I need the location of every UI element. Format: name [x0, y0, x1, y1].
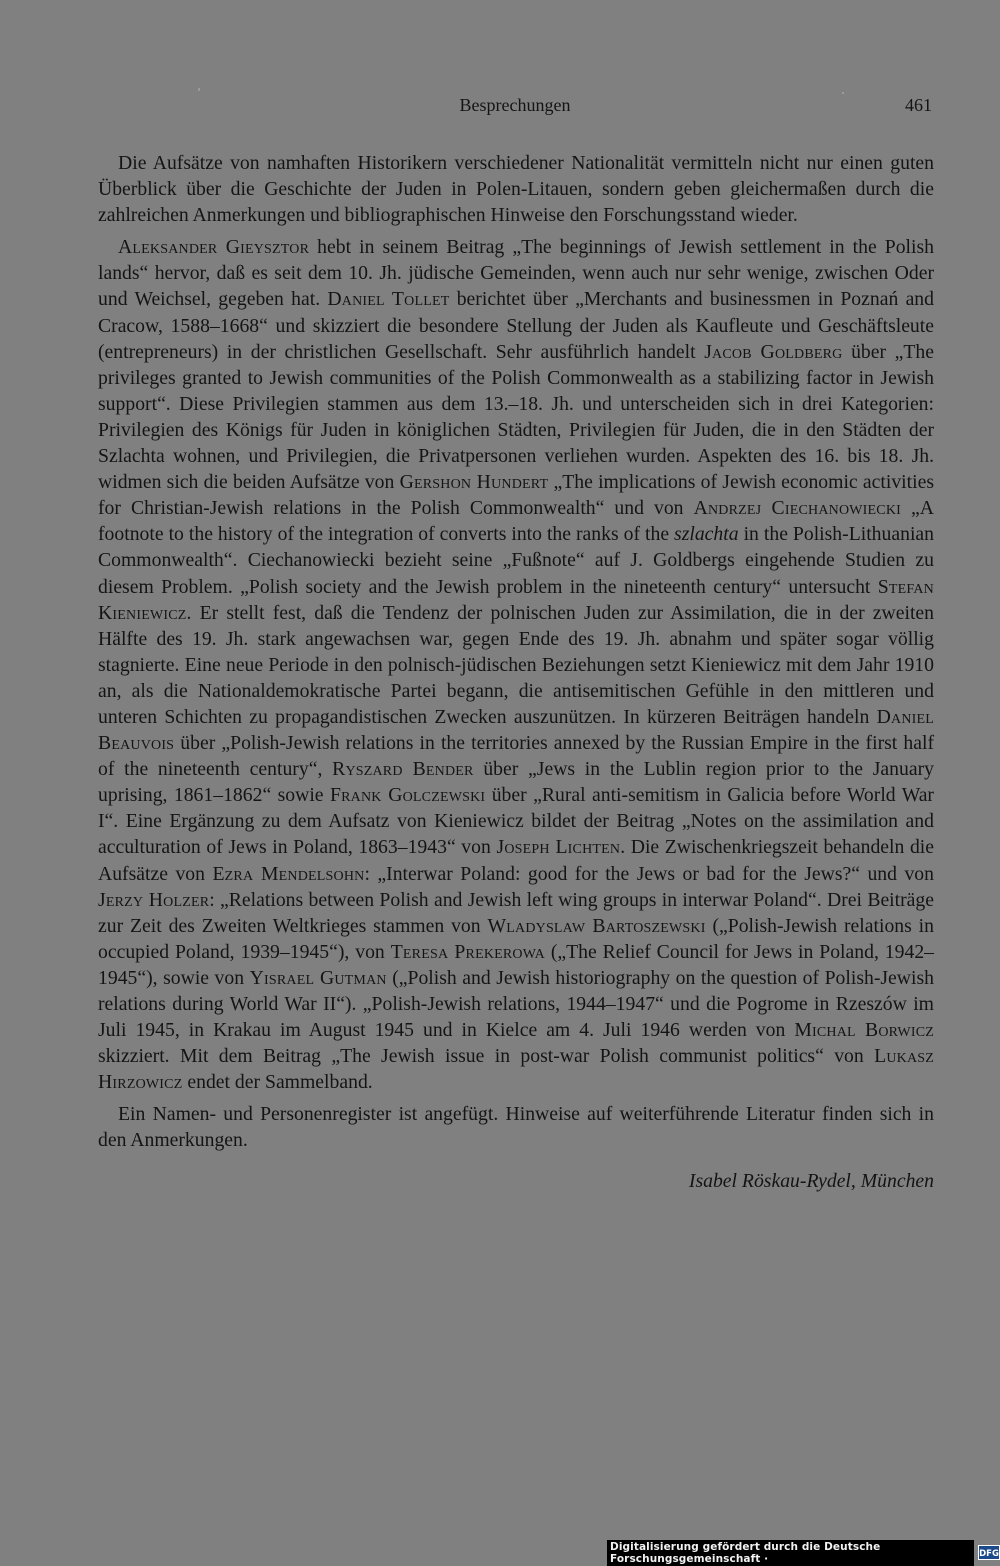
author-name: Gershon Hundert [399, 471, 549, 494]
author-name: Jerzy Holzer [98, 888, 210, 911]
author-name: Daniel Tollet [327, 288, 450, 311]
dfg-logo-text: DFG [979, 1549, 999, 1558]
funding-note: Digitalisierung gefördert durch die Deutsche Forschungsgemeinschaft · [607, 1540, 974, 1566]
reviewer-signature: Isabel Röskau-Rydel, München [688, 1169, 934, 1192]
author-name: Joseph Lichten [496, 836, 621, 859]
author-name: Michal Borwicz [794, 1019, 934, 1042]
author-name: Stefan Kieniewicz [98, 575, 934, 624]
author-name: Lukasz Hirzowicz [98, 1045, 934, 1094]
author-name: Andrzej Ciechanowiecki [693, 497, 901, 520]
paragraph-contributions: Aleksander Gieysztor hebt in seinem Beitrag „The beginnings of Jewish settlement in the Polish lands“ hervor, daß es seit dem 10. Jh. jüdische Gemeinden, wenn auch nur sehr wenige, zwischen Oder und Weichsel, gegeben hat. Daniel Tollet berichtet über „Merchants and businessmen in Poznań and Cracow, 1588–1668“ und skizziert die besondere Stellung der Juden als Kaufleute und Geschäftsleute (entrepreneurs) in der christlichen Gesellschaft. Sehr ausführlich handelt Jacob Goldberg über „The privileges granted to Jewish communities of the Polish Commonwealth as a stabilizing factor in Jewish support“. Diese Privilegien stammen aus dem 13.–18. Jh. und unterscheiden sich in drei Kategorien: Privilegien des Königs für Juden in königlichen Städten, Privilegien für Juden, die in den Städten der Szlachta wohnen, und Privilegien, die Privatpersonen verliehen wurden. Aspekten des 16. bis 18. Jh. widmen sich die beiden Aufsätze von Gershon Hundert „The implications of Jewish economic activities for Christian-Jewish relations in the Polish Commonwealth“ und von Andrzej Ciechanowiecki „A footnote to the history of the integration of converts into the ranks of the szlachta in the Polish-Lithuanian Commonwealth“. Ciechanowiecki bezieht seine „Fußnote“ auf J. Goldbergs eingehende Studien zu diesem Problem. „Polish society and the Jewish problem in the nineteenth century“ untersucht Stefan Kieniewicz. Er stellt fest, daß die Tendenz der polnischen Juden zur Assimilation, die in der zweiten Hälfte des 19. Jh. stark angewachsen war, gegen Ende des 19. Jh. abnahm und später sogar völlig stagnierte. Eine neue Periode in den polnisch-jüdischen Beziehungen setzt Kieniewicz mit dem Jahr 1910 an, als die Nationaldemokratische Partei begann, die antisemitischen Gefühle in den mittleren und unteren Schichten zu propagandistischen Zwecken auszunützen. In kürzeren Beiträgen handeln Daniel Beauvois über „Polish-Jewish relations in the territories annexed by the Russian Empire in the first half of the nineteenth century“, Ryszard Bender über „Jews in the Lublin region prior to the January uprising, 1861–1862“ sowie Frank Golczewski über „Rural anti-semitism in Galicia before World War I“. Eine Ergänzung zu dem Aufsatz von Kieniewicz bildet der Beitrag „Notes on the assimilation and acculturation of Jews in Poland, 1863–1943“ von Joseph Lichten. Die Zwischenkriegszeit behandeln die Aufsätze von Ezra Mendelsohn: „Interwar Poland: good for the Jews or bad for the Jews?“ und von Jerzy Holzer: „Relations between Polish and Jewish left wing groups in interwar Poland“. Drei Beiträge zur Zeit des Zweiten Weltkrieges stammen von Wladyslaw Bartoszewski („Polish-Jewish relations in occupied Poland, 1939–1945“), von Teresa Prekerowa („The Relief Council for Jews in Poland, 1942–1945“), sowie von Yisrael Gutman („Polish and Jewish historiography on the question of Polish-Jewish relations during World War II“). „Polish-Jewish relations, 1944–1947“ und die Pogrome in Rzeszów im Juli 1945, in Krakau im August 1945 und in Kielce am 4. Juli 1946 werden von Michal Borwicz skizziert. Mit dem Beitrag „The Jewish issue in post-war Polish communist politics“ von Lukasz Hirzowicz endet der Sammelband. [98, 236, 935, 1094]
review-body [98, 150, 934, 1194]
dfg-logo-graphic [979, 1547, 999, 1558]
author-name: Jacob Goldberg [704, 340, 843, 363]
author-name: Daniel Beauvois [98, 705, 934, 755]
running-head: Besprechungen [459, 95, 571, 115]
page-number: 461 [905, 95, 932, 115]
author-name: Teresa Prekerowa [390, 940, 545, 963]
author-name: Wladyslaw Bartoszewski [487, 914, 706, 937]
digitization-footer [607, 1540, 1000, 1565]
author-name: Ryszard Bender [332, 758, 474, 781]
dfg-logo-icon [978, 1545, 1000, 1560]
author-name: Frank Golczewski [329, 784, 486, 807]
page-header [98, 95, 932, 123]
author-name: Ezra Mendelsohn [212, 862, 365, 885]
author-name: Aleksander Gieysztor [118, 236, 310, 259]
paragraph-intro: Die Aufsätze von namhaften Historikern verschiedener Nationalität vermitteln nicht nur einen guten Überblick über die Geschichte der Juden in Polen-Litauen, sondern geben gleichermaßen durch die zahlreichen Anmerkungen und bibliographischen Hinweise den Forschungsstand wieder. [98, 152, 934, 227]
author-name: Yisrael Gutman [249, 966, 387, 989]
paragraph-register: Ein Namen- und Personenregister ist angefügt. Hinweise auf weiterführende Literatur finden sich in den Anmerkungen. [98, 1103, 934, 1152]
italic-term: szlachta [674, 523, 739, 546]
